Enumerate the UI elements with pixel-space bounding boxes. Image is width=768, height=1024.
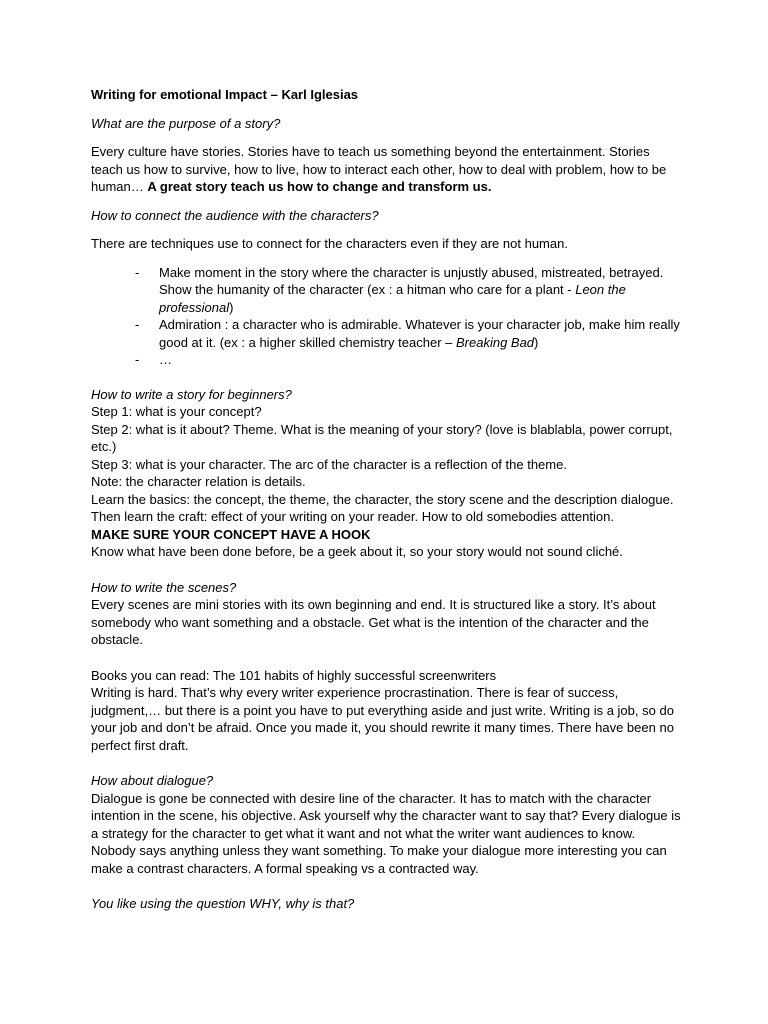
note-line: Note: the character relation is details.	[91, 474, 306, 489]
document-title: Writing for emotional Impact – Karl Iglesias	[91, 87, 359, 102]
list-item-end: )	[229, 299, 234, 315]
question-purpose: What are the purpose of a story?	[91, 115, 281, 131]
dash-marker: -	[135, 317, 140, 332]
question-beginners: How to write a story for beginners?	[91, 386, 292, 402]
craft-line: Then learn the craft: effect of your writing on your reader. How to old somebodies attention.	[91, 509, 614, 524]
paragraph-techniques: There are techniques use to connect for the characters even if they are not human.	[91, 236, 568, 251]
learn-line: Learn the basics: the concept, the theme, the character, the story scene and the description dialogue.	[91, 491, 674, 507]
list-item-film: Breaking Bad	[455, 334, 535, 350]
list-item	[135, 316, 681, 351]
list-item-text: …	[159, 352, 172, 367]
paragraph-scenes: Every scenes are mini stories with its own beginning and end. It is structured like a story. It’s about somebody who want something and a obstacle. Get what is the intention of the character and the obstacle.	[91, 597, 656, 647]
list-item-text: Make moment in the story where the character is unjustly abused, mistreated, betrayed. Show the humanity of the character (ex : a hitman who care for a plant -	[159, 264, 664, 297]
dash-marker: -	[135, 264, 140, 280]
paragraph-dialogue: Dialogue is gone be connected with desire line of the character. It has to match with the character intention in the scene, his objective. Ask yourself why the character want to say that? Every dialogue is a strategy for the character to get what it want and not what the writer want audiences to know. Nobody says anything unless they want something. To make your dialogue more interesting you can make a contrast characters. A formal speaking vs a contracted way.	[91, 790, 681, 876]
question-why: You like using the question WHY, why is that?	[91, 896, 355, 911]
paragraph-writing-hard: Writing is hard. That’s why every writer experience procrastination. There is fear of success, judgment,… but there is a point you have to put everything aside and just write. Writing is a job, so do your job and don’t be afraid. Once you made it, you should rewrite it many times. There have been no perfect first draft.	[91, 685, 674, 753]
paragraph-purpose	[91, 143, 681, 196]
step-2: Step 2: what is it about? Theme. What is the meaning of your story? (love is blablabla, power corrupt, etc.)	[91, 421, 673, 454]
question-dialogue: How about dialogue?	[91, 773, 214, 788]
dash-marker: -	[135, 352, 140, 367]
step-1: Step 1: what is your concept?	[91, 404, 262, 419]
document-body	[91, 86, 681, 913]
step-3: Step 3: what is your character. The arc of the character is a reflection of the theme.	[91, 456, 567, 472]
list-item	[135, 264, 681, 317]
hook-line: MAKE SURE YOUR CONCEPT HAVE A HOOK	[91, 526, 371, 542]
techniques-list	[91, 264, 681, 369]
paragraph-purpose-text: Every culture have stories. Stories have to teach us something beyond the entertainment. Stories teach us how to survive, how to live, how to interact each other, how to deal with problem, how to be human…	[91, 144, 667, 194]
question-connect: How to connect the audience with the characters?	[91, 207, 379, 223]
books-line: Books you can read: The 101 habits of highly successful screenwriters	[91, 667, 497, 683]
question-scenes: How to write the scenes?	[91, 579, 237, 595]
know-line: Know what have been done before, be a geek about it, so your story would not sound cliché.	[91, 544, 623, 559]
spacer	[91, 377, 681, 386]
list-item-film: Leon the professional	[159, 282, 626, 315]
paragraph-purpose-bold: A great story teach us how to change and transform us.	[147, 179, 492, 194]
list-item-text: Admiration : a character who is admirable. Whatever is your character job, make him really good at it. (ex : a higher skilled chemistry teacher –	[159, 317, 680, 350]
list-item	[135, 351, 681, 369]
list-item-end: )	[534, 334, 539, 350]
